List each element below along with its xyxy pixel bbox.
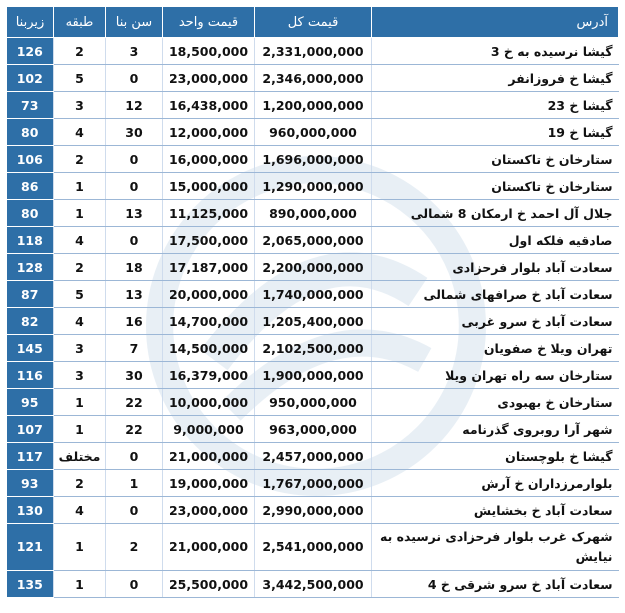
- cell-floor: 4: [54, 119, 106, 146]
- cell-floor: 5: [54, 281, 106, 308]
- cell-address: ستارخان خ تاکستان: [372, 173, 619, 200]
- cell-total-price: 890,000,000: [255, 200, 372, 227]
- cell-age: 0: [106, 173, 163, 200]
- cell-floor: 3: [54, 362, 106, 389]
- cell-area: 107: [7, 416, 54, 443]
- cell-area: 86: [7, 173, 54, 200]
- cell-floor: 4: [54, 308, 106, 335]
- cell-total-price: 1,696,000,000: [255, 146, 372, 173]
- table-row: [7, 571, 619, 598]
- cell-address: گیشا خ فروزانفر: [372, 65, 619, 92]
- cell-floor: 3: [54, 92, 106, 119]
- cell-floor: 2: [54, 38, 106, 65]
- table-row: [7, 254, 619, 281]
- cell-unit-price: 23,000,000: [163, 497, 255, 524]
- cell-floor: 1: [54, 173, 106, 200]
- cell-floor: 3: [54, 335, 106, 362]
- cell-area: 116: [7, 362, 54, 389]
- cell-unit-price: 11,125,000: [163, 200, 255, 227]
- cell-total-price: 2,065,000,000: [255, 227, 372, 254]
- table-row: [7, 308, 619, 335]
- cell-unit-price: 18,500,000: [163, 38, 255, 65]
- cell-address: گیشا نرسیده به خ 3: [372, 38, 619, 65]
- cell-area: 117: [7, 443, 54, 470]
- table-row: [7, 173, 619, 200]
- cell-area: 118: [7, 227, 54, 254]
- cell-age: 13: [106, 281, 163, 308]
- table-row: [7, 119, 619, 146]
- cell-address: تهران ویلا خ صفویان: [372, 335, 619, 362]
- cell-age: 22: [106, 416, 163, 443]
- listing-table-wrapper: [6, 6, 618, 598]
- cell-age: 7: [106, 335, 163, 362]
- header-total-price: قیمت کل: [255, 7, 372, 38]
- cell-age: 0: [106, 497, 163, 524]
- cell-age: 30: [106, 362, 163, 389]
- cell-floor: 1: [54, 200, 106, 227]
- cell-age: 13: [106, 200, 163, 227]
- cell-address: شهر آرا روبروی گذرنامه: [372, 416, 619, 443]
- cell-area: 95: [7, 389, 54, 416]
- cell-total-price: 3,442,500,000: [255, 571, 372, 598]
- cell-area: 145: [7, 335, 54, 362]
- cell-address: گیشا خ بلوچستان: [372, 443, 619, 470]
- cell-area: 106: [7, 146, 54, 173]
- cell-age: 22: [106, 389, 163, 416]
- table-header-row: [7, 7, 619, 38]
- cell-unit-price: 20,000,000: [163, 281, 255, 308]
- cell-area: 80: [7, 200, 54, 227]
- cell-address: سعادت آباد خ بخشایش: [372, 497, 619, 524]
- cell-area: 82: [7, 308, 54, 335]
- cell-area: 135: [7, 571, 54, 598]
- cell-age: 0: [106, 146, 163, 173]
- table-row: [7, 335, 619, 362]
- cell-unit-price: 19,000,000: [163, 470, 255, 497]
- cell-address: صادقیه فلکه اول: [372, 227, 619, 254]
- cell-unit-price: 17,500,000: [163, 227, 255, 254]
- header-address: آدرس: [372, 7, 619, 38]
- cell-address: ستارخان خ تاکستان: [372, 146, 619, 173]
- cell-total-price: 2,200,000,000: [255, 254, 372, 281]
- cell-total-price: 960,000,000: [255, 119, 372, 146]
- cell-total-price: 2,331,000,000: [255, 38, 372, 65]
- cell-floor: 1: [54, 571, 106, 598]
- cell-address: جلال آل احمد خ ارمکان 8 شمالی: [372, 200, 619, 227]
- table-row: [7, 38, 619, 65]
- cell-unit-price: 9,000,000: [163, 416, 255, 443]
- cell-floor: 2: [54, 146, 106, 173]
- table-body: [7, 38, 619, 598]
- cell-area: 87: [7, 281, 54, 308]
- cell-floor: 1: [54, 524, 106, 571]
- table-row: [7, 524, 619, 571]
- cell-address: سعادت آباد خ سرو غربی: [372, 308, 619, 335]
- cell-address: گیشا خ 23: [372, 92, 619, 119]
- cell-area: 93: [7, 470, 54, 497]
- table-row: [7, 227, 619, 254]
- cell-area: 128: [7, 254, 54, 281]
- cell-floor: 4: [54, 497, 106, 524]
- table-row: [7, 92, 619, 119]
- cell-unit-price: 16,000,000: [163, 146, 255, 173]
- cell-total-price: 2,541,000,000: [255, 524, 372, 571]
- cell-address: شهرک غرب بلوار فرحزادی نرسیده به نیایش: [372, 524, 619, 571]
- table-row: [7, 146, 619, 173]
- table-row: [7, 416, 619, 443]
- cell-area: 80: [7, 119, 54, 146]
- cell-area: 130: [7, 497, 54, 524]
- header-area: زیربنا: [7, 7, 54, 38]
- table-row: [7, 65, 619, 92]
- cell-address: بلوارمرزداران خ آرش: [372, 470, 619, 497]
- cell-unit-price: 14,500,000: [163, 335, 255, 362]
- cell-total-price: 963,000,000: [255, 416, 372, 443]
- cell-age: 16: [106, 308, 163, 335]
- cell-age: 12: [106, 92, 163, 119]
- cell-age: 2: [106, 524, 163, 571]
- cell-area: 73: [7, 92, 54, 119]
- cell-floor: 1: [54, 416, 106, 443]
- cell-floor: 1: [54, 389, 106, 416]
- cell-age: 3: [106, 38, 163, 65]
- table-row: [7, 497, 619, 524]
- cell-area: 102: [7, 65, 54, 92]
- cell-area: 126: [7, 38, 54, 65]
- table-row: [7, 281, 619, 308]
- cell-total-price: 2,346,000,000: [255, 65, 372, 92]
- cell-unit-price: 25,500,000: [163, 571, 255, 598]
- header-unit-price: قیمت واحد: [163, 7, 255, 38]
- table-row: [7, 362, 619, 389]
- cell-address: ستارخان سه راه تهران ویلا: [372, 362, 619, 389]
- cell-age: 0: [106, 227, 163, 254]
- cell-age: 18: [106, 254, 163, 281]
- header-floor: طبقه: [54, 7, 106, 38]
- cell-unit-price: 16,379,000: [163, 362, 255, 389]
- cell-floor: مختلف: [54, 443, 106, 470]
- cell-age: 1: [106, 470, 163, 497]
- table-row: [7, 389, 619, 416]
- header-age: سن بنا: [106, 7, 163, 38]
- cell-age: 30: [106, 119, 163, 146]
- cell-unit-price: 21,000,000: [163, 443, 255, 470]
- cell-total-price: 1,900,000,000: [255, 362, 372, 389]
- table-row: [7, 443, 619, 470]
- cell-unit-price: 21,000,000: [163, 524, 255, 571]
- cell-total-price: 1,200,000,000: [255, 92, 372, 119]
- cell-total-price: 1,290,000,000: [255, 173, 372, 200]
- cell-address: ستارخان خ بهبودی: [372, 389, 619, 416]
- cell-age: 0: [106, 65, 163, 92]
- cell-unit-price: 15,000,000: [163, 173, 255, 200]
- cell-address: گیشا خ 19: [372, 119, 619, 146]
- cell-total-price: 950,000,000: [255, 389, 372, 416]
- table-row: [7, 470, 619, 497]
- cell-age: 0: [106, 443, 163, 470]
- cell-unit-price: 14,700,000: [163, 308, 255, 335]
- cell-unit-price: 17,187,000: [163, 254, 255, 281]
- cell-total-price: 1,740,000,000: [255, 281, 372, 308]
- cell-age: 0: [106, 571, 163, 598]
- cell-total-price: 1,205,400,000: [255, 308, 372, 335]
- cell-unit-price: 16,438,000: [163, 92, 255, 119]
- cell-total-price: 2,990,000,000: [255, 497, 372, 524]
- cell-unit-price: 23,000,000: [163, 65, 255, 92]
- cell-address: سعادت آباد بلوار فرحزادی: [372, 254, 619, 281]
- cell-floor: 2: [54, 470, 106, 497]
- cell-unit-price: 10,000,000: [163, 389, 255, 416]
- cell-total-price: 2,102,500,000: [255, 335, 372, 362]
- cell-area: 121: [7, 524, 54, 571]
- cell-address: سعادت آباد خ سرو شرقی خ 4: [372, 571, 619, 598]
- cell-total-price: 2,457,000,000: [255, 443, 372, 470]
- cell-floor: 5: [54, 65, 106, 92]
- cell-address: سعادت آباد خ صرافهای شمالی: [372, 281, 619, 308]
- table-row: [7, 200, 619, 227]
- cell-total-price: 1,767,000,000: [255, 470, 372, 497]
- price-table: [6, 6, 619, 598]
- cell-floor: 4: [54, 227, 106, 254]
- cell-floor: 2: [54, 254, 106, 281]
- cell-unit-price: 12,000,000: [163, 119, 255, 146]
